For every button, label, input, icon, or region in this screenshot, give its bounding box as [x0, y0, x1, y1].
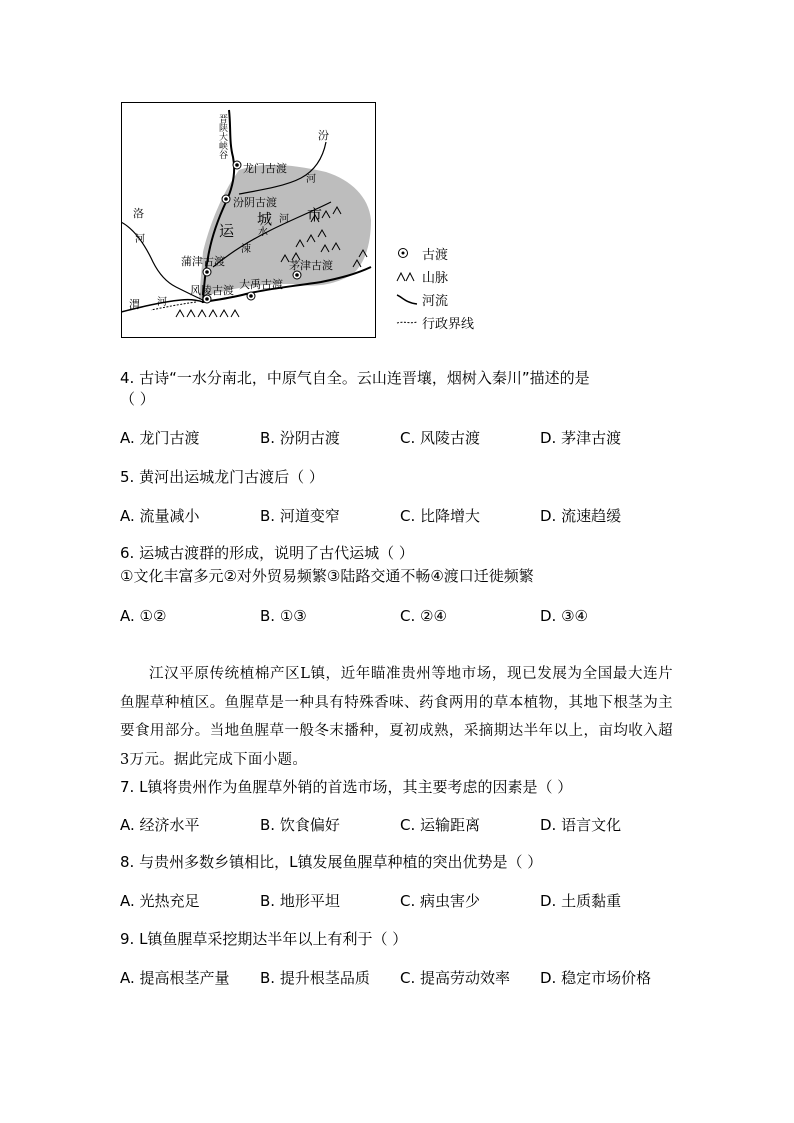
label-pujin: 蒲津古渡 — [181, 255, 225, 268]
option-a[interactable]: A. ①② — [120, 607, 167, 625]
option-d[interactable]: D. 茅津古渡 — [540, 429, 622, 447]
option-d[interactable]: D. 稳定市场价格 — [540, 969, 652, 987]
option-b[interactable]: B. 河道变窄 — [260, 507, 340, 525]
river-icon — [396, 291, 418, 307]
label-fen-top1: 汾 — [318, 129, 329, 142]
label-he-right: 河 — [279, 214, 289, 225]
option-a[interactable]: A. 龙门古渡 — [120, 429, 200, 447]
label-maojin: 茅津古渡 — [289, 259, 333, 272]
label-su: 涑 — [241, 244, 251, 255]
option-b[interactable]: B. 地形平坦 — [260, 892, 340, 910]
question-4: 4. 古诗“一水分南北，中原气自全。云山连晋壤，烟树入秦川”描述的是 — [120, 369, 590, 387]
reading-passage: 江汉平原传统植棉产区L镇，近年瞄准贵州等地市场，现已发展为全国最大连片鱼腥草种植区。鱼腥草是一种具有特殊香味、药食两用的草本植物，其地下根茎为主要食用部分。当地鱼腥草一般冬末播种，夏初成熟，采摘期达半年以上，亩均收入超3万元。据此完成下面小题。 — [120, 666, 673, 768]
label-yun: 运 — [219, 222, 235, 240]
option-d[interactable]: D. ③④ — [540, 607, 588, 625]
option-c[interactable]: C. 风陵古渡 — [400, 429, 481, 447]
question-4-bracket: （ ） — [120, 390, 155, 408]
legend-item: 河流 — [396, 289, 448, 309]
option-c[interactable]: C. 提高劳动效率 — [400, 969, 511, 987]
label-fen-top2: 河 — [306, 174, 316, 185]
option-c[interactable]: C. 病虫害少 — [400, 892, 481, 910]
option-d[interactable]: D. 语言文化 — [540, 816, 622, 834]
label-huanghe-top: 晋陕大峡谷 — [217, 114, 227, 159]
option-b[interactable]: B. 提升根茎品质 — [260, 969, 370, 987]
question-8: 8. 与贵州多数乡镇相比，L镇发展鱼腥草种植的突出优势是（ ） — [120, 853, 543, 871]
option-c[interactable]: C. 比降增大 — [400, 507, 481, 525]
label-cheng: 城 — [257, 210, 273, 228]
label-wei1: 渭 — [129, 298, 140, 311]
label-dayu: 大禹古渡 — [239, 278, 283, 291]
label-shi: 市 — [307, 206, 323, 224]
ferry-icon — [396, 245, 418, 261]
boundary-icon — [396, 314, 418, 330]
question-6: 6. 运城古渡群的形成，说明了古代运城（ ） — [120, 544, 414, 562]
option-a[interactable]: A. 经济水平 — [120, 816, 200, 834]
legend-item: 古渡 — [396, 243, 448, 263]
yuncheng-map — [121, 102, 376, 338]
option-b[interactable]: B. 汾阴古渡 — [260, 429, 340, 447]
question-9: 9. L镇鱼腥草采挖期达半年以上有利于（ ） — [120, 930, 408, 948]
option-a[interactable]: A. 流量减小 — [120, 507, 200, 525]
label-shui: 水 — [258, 227, 268, 238]
label-fenyin: 汾阴古渡 — [233, 196, 277, 209]
mountain-icon — [396, 268, 418, 284]
option-d[interactable]: D. 土质黏重 — [540, 892, 622, 910]
label-luo2: 河 — [135, 234, 145, 245]
question-5: 5. 黄河出运城龙门古渡后（ ） — [120, 468, 324, 486]
option-b[interactable]: B. ①③ — [260, 607, 307, 625]
option-c[interactable]: C. ②④ — [400, 607, 447, 625]
label-fengling: 风陵古渡 — [190, 284, 234, 297]
option-d[interactable]: D. 流速趋缓 — [540, 507, 622, 525]
option-a[interactable]: A. 提高根茎产量 — [120, 969, 230, 987]
legend-item: 行政界线 — [396, 312, 474, 332]
option-a[interactable]: A. 光热充足 — [120, 892, 200, 910]
option-b[interactable]: B. 饮食偏好 — [260, 816, 340, 834]
question-6-statements: ①文化丰富多元②对外贸易频繁③陆路交通不畅④渡口迁徙频繁 — [120, 567, 534, 585]
option-c[interactable]: C. 运输距离 — [400, 816, 481, 834]
label-wei2: 河 — [157, 297, 167, 308]
question-7: 7. L镇将贵州作为鱼腥草外销的首选市场，其主要考虑的因素是（ ） — [120, 778, 573, 796]
label-longmen: 龙门古渡 — [243, 162, 287, 175]
legend-item: 山脉 — [396, 266, 448, 286]
label-luo1: 洛 — [133, 207, 144, 220]
